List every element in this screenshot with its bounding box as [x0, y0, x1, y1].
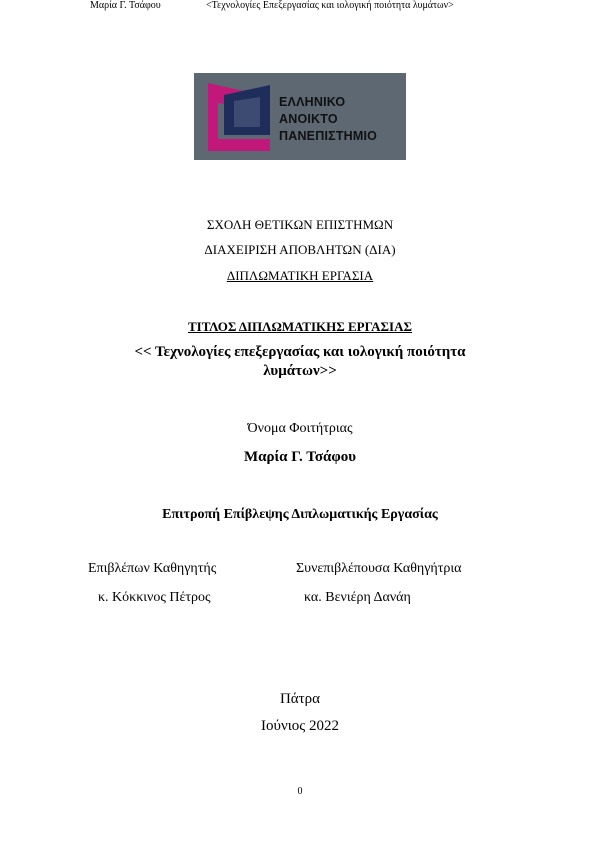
- header-title: <Τεχνολογίες Επεξεργασίας και ιολογική ποιότητα λυμάτων>: [206, 0, 454, 11]
- school-name: ΣΧΟΛΗ ΘΕΤΙΚΩΝ ΕΠΙΣΤΗΜΩΝ: [206, 217, 394, 232]
- university-logo: [194, 73, 406, 160]
- supervisor-role: Επιβλέπων Καθηγητής: [88, 561, 217, 576]
- header-author: Μαρία Γ. Τσάφου: [90, 0, 161, 11]
- student-label: Όνομα Φοιτήτριας: [247, 421, 353, 436]
- city: Πάτρα: [279, 691, 321, 707]
- student-name: Μαρία Γ. Τσάφου: [243, 449, 357, 465]
- date: Ιούνιος 2022: [261, 718, 339, 734]
- supervisor-name: κ. Κόκκινος Πέτρος: [98, 590, 211, 605]
- co-supervisor-name: κα. Βενιέρη Δανάη: [304, 590, 411, 605]
- thesis-title-line1: << Τεχνολογίες επεξεργασίας και ιολογική ποιότητα: [134, 344, 466, 360]
- thesis-type: ΔΙΠΛΩΜΑΤΙΚΗ ΕΡΓΑΣΙΑ: [226, 268, 374, 283]
- committee-heading: Επιτροπή Επίβλεψης Διπλωματικής Εργασίας: [162, 507, 438, 522]
- logo-text-line1: ΕΛΛΗΝΙΚΟ: [279, 95, 346, 109]
- page-number: 0: [297, 786, 303, 797]
- logo-text-line3: ΠΑΝΕΠΙΣΤΗΜΙΟ: [279, 129, 378, 143]
- co-supervisor-role: Συνεπιβλέπουσα Καθηγήτρια: [296, 561, 462, 576]
- logo-text-line2: ΑΝΟΙΚΤΟ: [279, 112, 338, 126]
- title-label: ΤΙΤΛΟΣ ΔΙΠΛΩΜΑΤΙΚΗΣ ΕΡΓΑΣΙΑΣ: [188, 319, 412, 334]
- thesis-title-line2: λυμάτων>>: [263, 363, 337, 379]
- program-name: ΔΙΑΧΕΙΡΙΣΗ ΑΠΟΒΛΗΤΩΝ (ΔΙΑ): [204, 242, 396, 257]
